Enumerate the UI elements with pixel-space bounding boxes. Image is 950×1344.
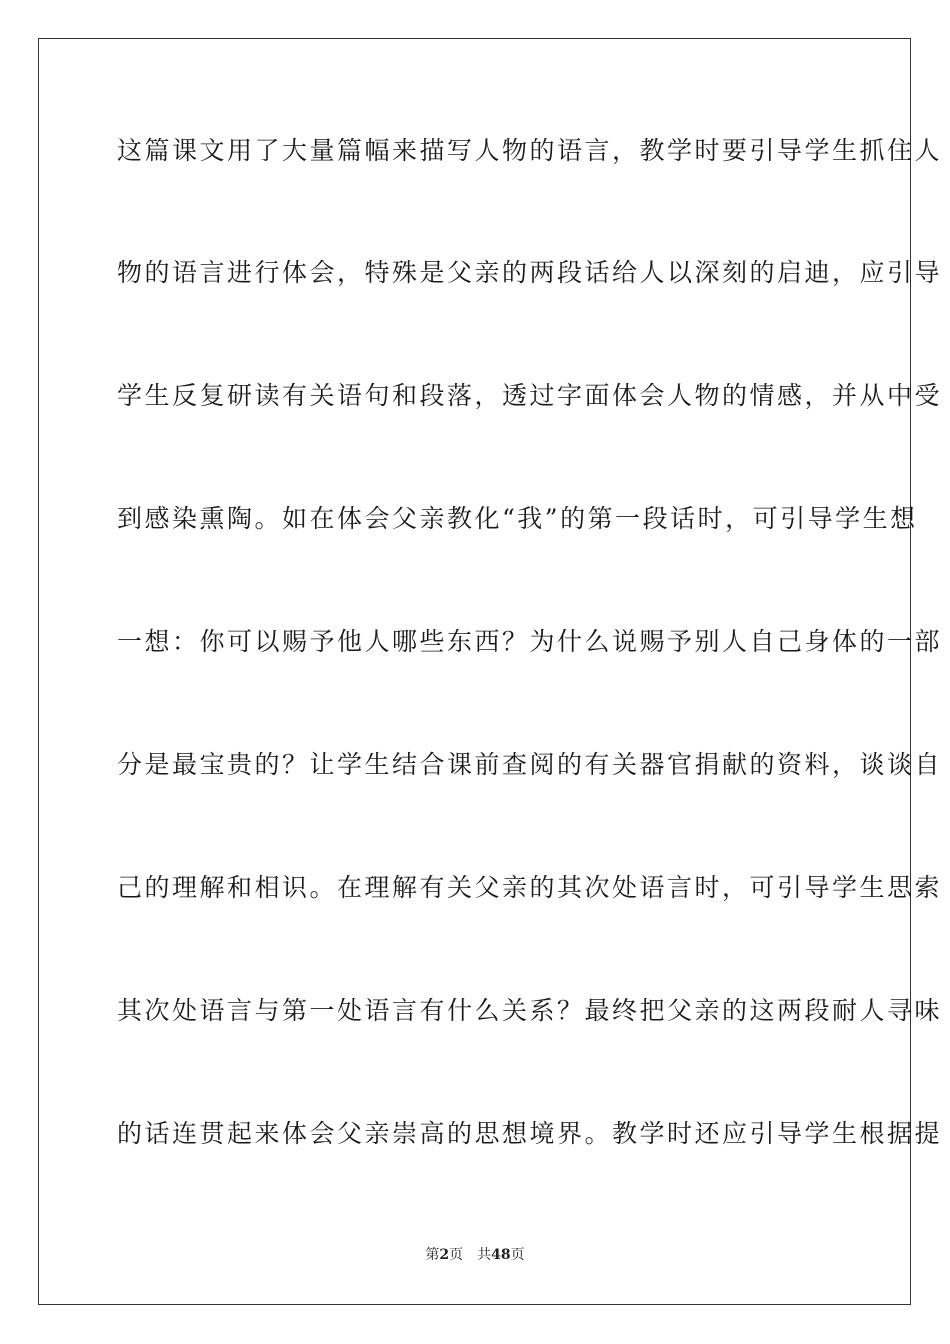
page-number: 2 xyxy=(439,1247,450,1263)
paragraph-line-2: 物的语言进行体会，特殊是父亲的两段话给人以深刻的启迪，应引导 xyxy=(117,258,943,287)
paragraph-line-8: 其次处语言与第一处语言有什么关系？最终把父亲的这两段耐人寻味 xyxy=(117,996,943,1025)
total-suffix: 页 xyxy=(510,1247,525,1263)
paragraph-line-6: 分是最宝贵的？让学生结合课前查阅的有关器官捐献的资料，谈谈自 xyxy=(117,750,943,779)
paragraph-line-1: 这篇课文用了大量篇幅来描写人物的语言，教学时要引导学生抓住人 xyxy=(117,136,943,165)
paragraph-line-9: 的话连贯起来体会父亲崇高的思想境界。教学时还应引导学生根据提 xyxy=(117,1119,943,1148)
page-prefix: 第 xyxy=(425,1247,440,1263)
page-footer xyxy=(0,1246,950,1264)
paragraph-line-5: 一想：你可以赐予他人哪些东西？为什么说赐予别人自己身体的一部 xyxy=(117,627,943,656)
total-pages: 48 xyxy=(491,1247,511,1263)
paragraph-line-3: 学生反复研读有关语句和段落，透过字面体会人物的情感，并从中受 xyxy=(117,381,943,410)
page-suffix: 页 xyxy=(449,1247,464,1263)
total-prefix: 共 xyxy=(477,1247,492,1263)
paragraph-line-7: 己的理解和相识。在理解有关父亲的其次处语言时，可引导学生思索 xyxy=(117,873,943,902)
page-border xyxy=(38,38,943,1305)
paragraph-line-4: 到感染熏陶。如在体会父亲教化“我”的第一段话时，可引导学生想 xyxy=(117,504,918,533)
